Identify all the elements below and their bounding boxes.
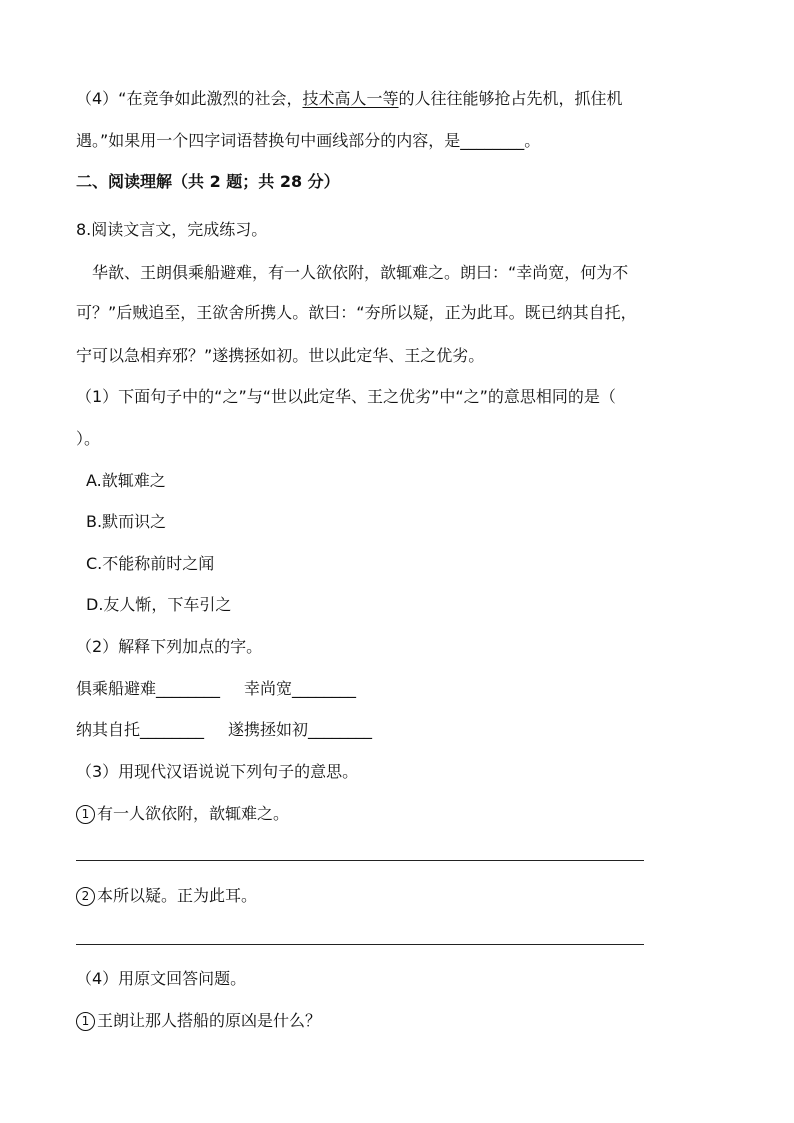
sub3-item-1 xyxy=(76,803,289,825)
answer-line-2[interactable] xyxy=(76,944,644,945)
q4-suffix: 的人往往能够抢占先机，抓住机 xyxy=(398,89,623,108)
sub2-title: （2）解释下列加点的字。 xyxy=(76,637,263,656)
option-c: C.不能称前时之闻 xyxy=(86,554,215,573)
sub4-item-1 xyxy=(76,1010,321,1032)
blank-item-4: 遂携拯如初________ xyxy=(228,720,373,739)
q4-line-2: 遇。”如果用一个四字词语替换句中画线部分的内容，是________。 xyxy=(76,131,541,150)
sub3-item-2 xyxy=(76,885,257,907)
sub2-row-2 xyxy=(76,719,372,741)
sub3-title: （3）用现代汉语说说下列句子的意思。 xyxy=(76,762,359,781)
sub1-question-line-1: （1）下面句子中的“之”与“世以此定华、王之优劣”中“之”的意思相同的是（ xyxy=(76,387,616,406)
sub4-item-1-text: 王朗让那人搭船的原凶是什么？ xyxy=(97,1011,322,1030)
passage-line-2: 可？”后贼追至，王欲舍所携人。歆曰：“夯所以疑，正为此耳。既已纳其自托， xyxy=(76,303,637,322)
answer-line-1[interactable] xyxy=(76,860,644,861)
option-a: A.歆辄难之 xyxy=(86,471,166,490)
q4-line-1 xyxy=(76,88,623,110)
circled-number-1: 1 xyxy=(76,805,95,824)
q4-prefix: （4）“在竞争如此激烈的社会， xyxy=(76,89,303,108)
sub1-question-line-2: ）。 xyxy=(76,429,101,448)
option-b: B.默而识之 xyxy=(86,512,167,531)
q4-underlined-phrase: 技术高人一等 xyxy=(302,89,399,108)
sub2-row-1 xyxy=(76,678,356,700)
section-heading: 二、阅读理解（共 2 题；共 28 分） xyxy=(76,172,340,191)
q8-title: 8.阅读文言文，完成练习。 xyxy=(76,220,268,239)
circled-number-2: 2 xyxy=(76,887,95,906)
circled-number-3: 1 xyxy=(76,1012,95,1031)
blank-item-1: 俱乘船避难________ xyxy=(76,679,221,698)
passage-line-3: 宁可以急相弃邪？”遂携拯如初。世以此定华、王之优劣。 xyxy=(76,346,485,365)
blank-item-3: 纳其自托________ xyxy=(76,720,205,739)
sub4-title: （4）用原文回答问题。 xyxy=(76,969,247,988)
sub3-item-1-text: 有一人欲依附，歆辄难之。 xyxy=(97,804,290,823)
blank-item-2: 幸尚宽________ xyxy=(244,679,357,698)
option-d: D.友人惭，下车引之 xyxy=(86,595,232,614)
sub3-item-2-text: 本所以疑。正为此耳。 xyxy=(97,886,258,905)
passage-line-1: 华歆、王朗俱乘船避难，有一人欲依附，歆辄难之。朗曰：“幸尚宽，何为不 xyxy=(76,263,629,282)
